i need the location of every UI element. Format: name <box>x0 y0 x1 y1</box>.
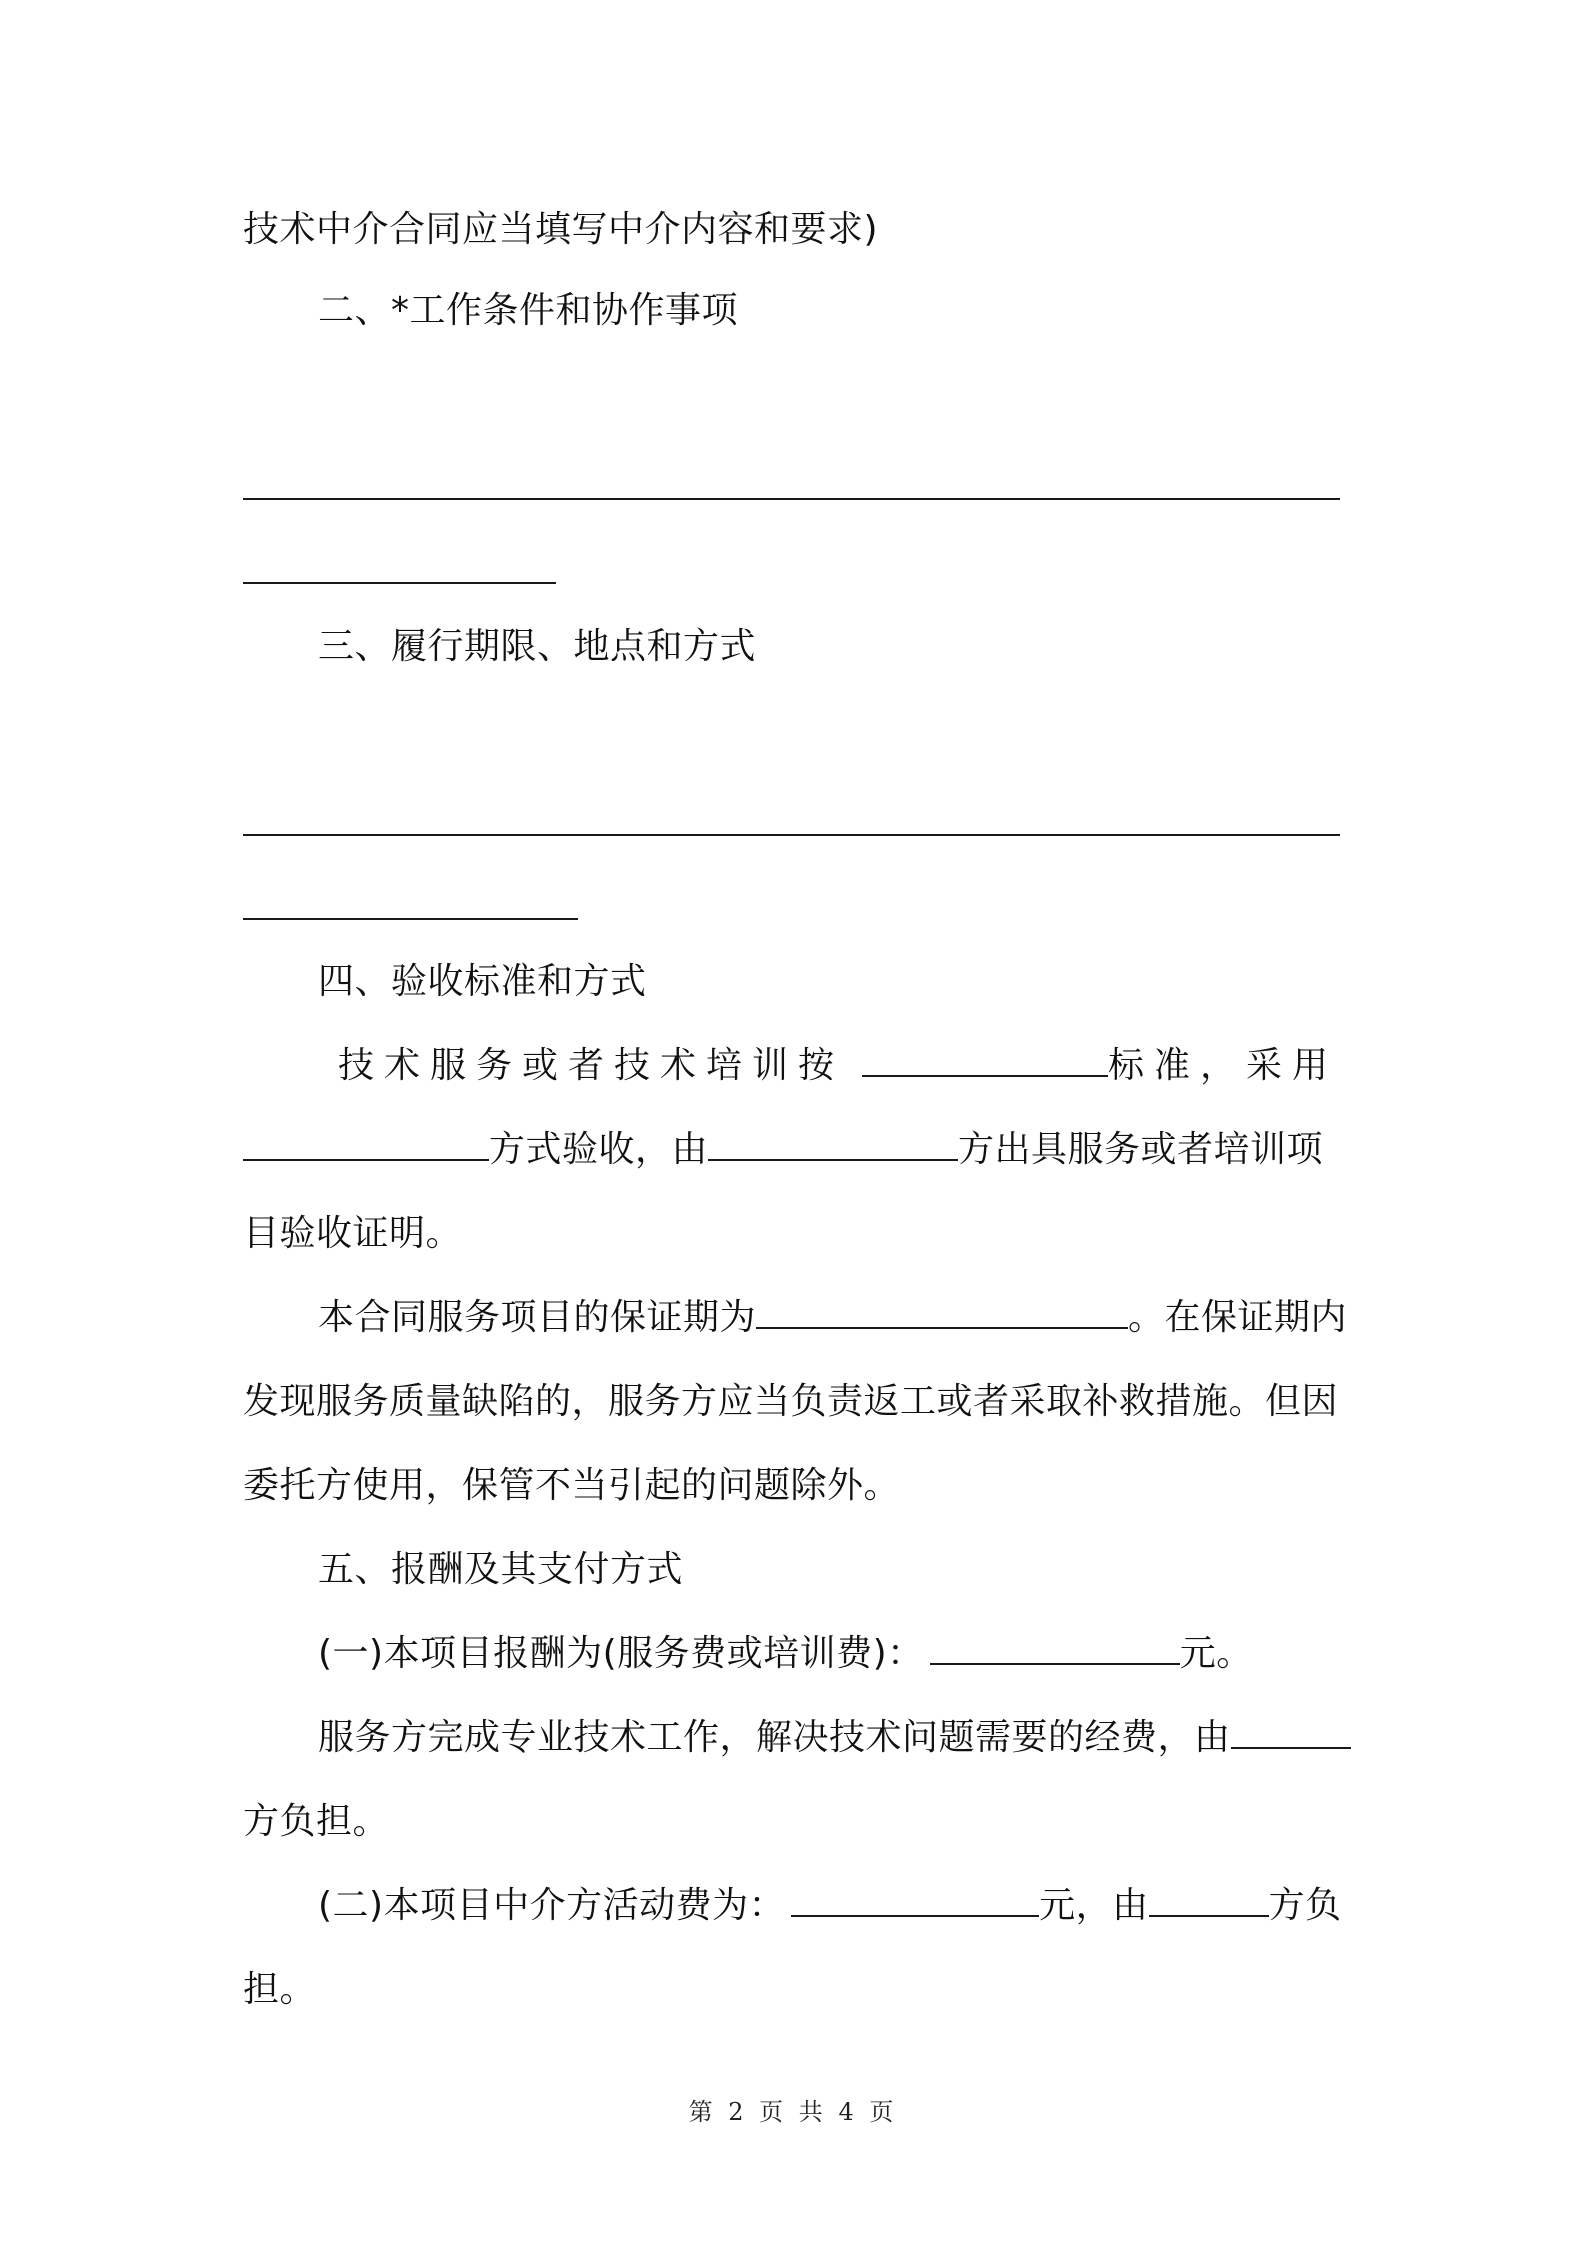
blank-fee-amount <box>930 1633 1180 1665</box>
text-segment: 。在保证期内 <box>1128 1297 1348 1338</box>
acceptance-line-2 <box>243 1128 1363 1172</box>
fill-in-line <box>243 498 1340 500</box>
fill-in-line <box>243 834 1340 836</box>
text-segment: 标准，采用 <box>1108 1045 1339 1086</box>
text-segment: 元，由 <box>1039 1885 1149 1926</box>
blank-method <box>243 1129 489 1161</box>
text-segment: (二)本项目中介方活动费为： <box>318 1885 786 1926</box>
section-heading-performance: 三、履行期限、地点和方式 <box>318 626 757 667</box>
funding-line-2: 方负担。 <box>243 1801 390 1842</box>
blank-intermediary-party <box>1149 1885 1269 1917</box>
blank-party <box>708 1129 958 1161</box>
acceptance-line-1 <box>338 1044 1354 1088</box>
text-segment: 方出具服务或者培训项 <box>958 1129 1324 1170</box>
funding-line-1 <box>318 1716 1363 1760</box>
text-segment: 元。 <box>1179 1633 1253 1674</box>
text-segment: 方负 <box>1268 1885 1342 1926</box>
text-segment: 技术服务或者技术培训按 <box>338 1045 845 1086</box>
text-segment: (一)本项目报酬为(服务费或培训费)： <box>318 1633 924 1674</box>
text-segment: 服务方完成专业技术工作，解决技术问题需要的经费，由 <box>318 1717 1231 1758</box>
section-heading-payment: 五、报酬及其支付方式 <box>318 1549 684 1590</box>
payment-item-2-continued: 担。 <box>243 1969 317 2010</box>
payment-item-2 <box>318 1884 1363 1928</box>
warranty-line-2: 发现服务质量缺陷的，服务方应当负责返工或者采取补救措施。但因 <box>243 1381 1339 1422</box>
blank-warranty-period <box>756 1297 1128 1329</box>
text-segment: 本合同服务项目的保证期为 <box>318 1297 757 1338</box>
section-heading-work-conditions: 二、*工作条件和协作事项 <box>318 290 739 331</box>
page-number-footer: 第 2 页 共 4 页 <box>688 2098 898 2126</box>
fill-in-line <box>243 918 578 920</box>
blank-intermediary-fee <box>791 1885 1039 1917</box>
payment-item-1 <box>318 1632 1363 1676</box>
text-segment: 方式验收，由 <box>489 1129 709 1170</box>
warranty-line-3: 委托方使用，保管不当引起的问题除外。 <box>243 1465 901 1506</box>
fill-in-line <box>243 582 556 584</box>
text-line: 技术中介合同应当填写中介内容和要求) <box>243 209 879 250</box>
blank-funding-party <box>1231 1717 1351 1749</box>
blank-standard <box>862 1045 1108 1077</box>
warranty-line-1 <box>318 1296 1363 1340</box>
acceptance-line-3: 目验收证明。 <box>243 1213 463 1254</box>
section-heading-acceptance: 四、验收标准和方式 <box>318 961 647 1002</box>
